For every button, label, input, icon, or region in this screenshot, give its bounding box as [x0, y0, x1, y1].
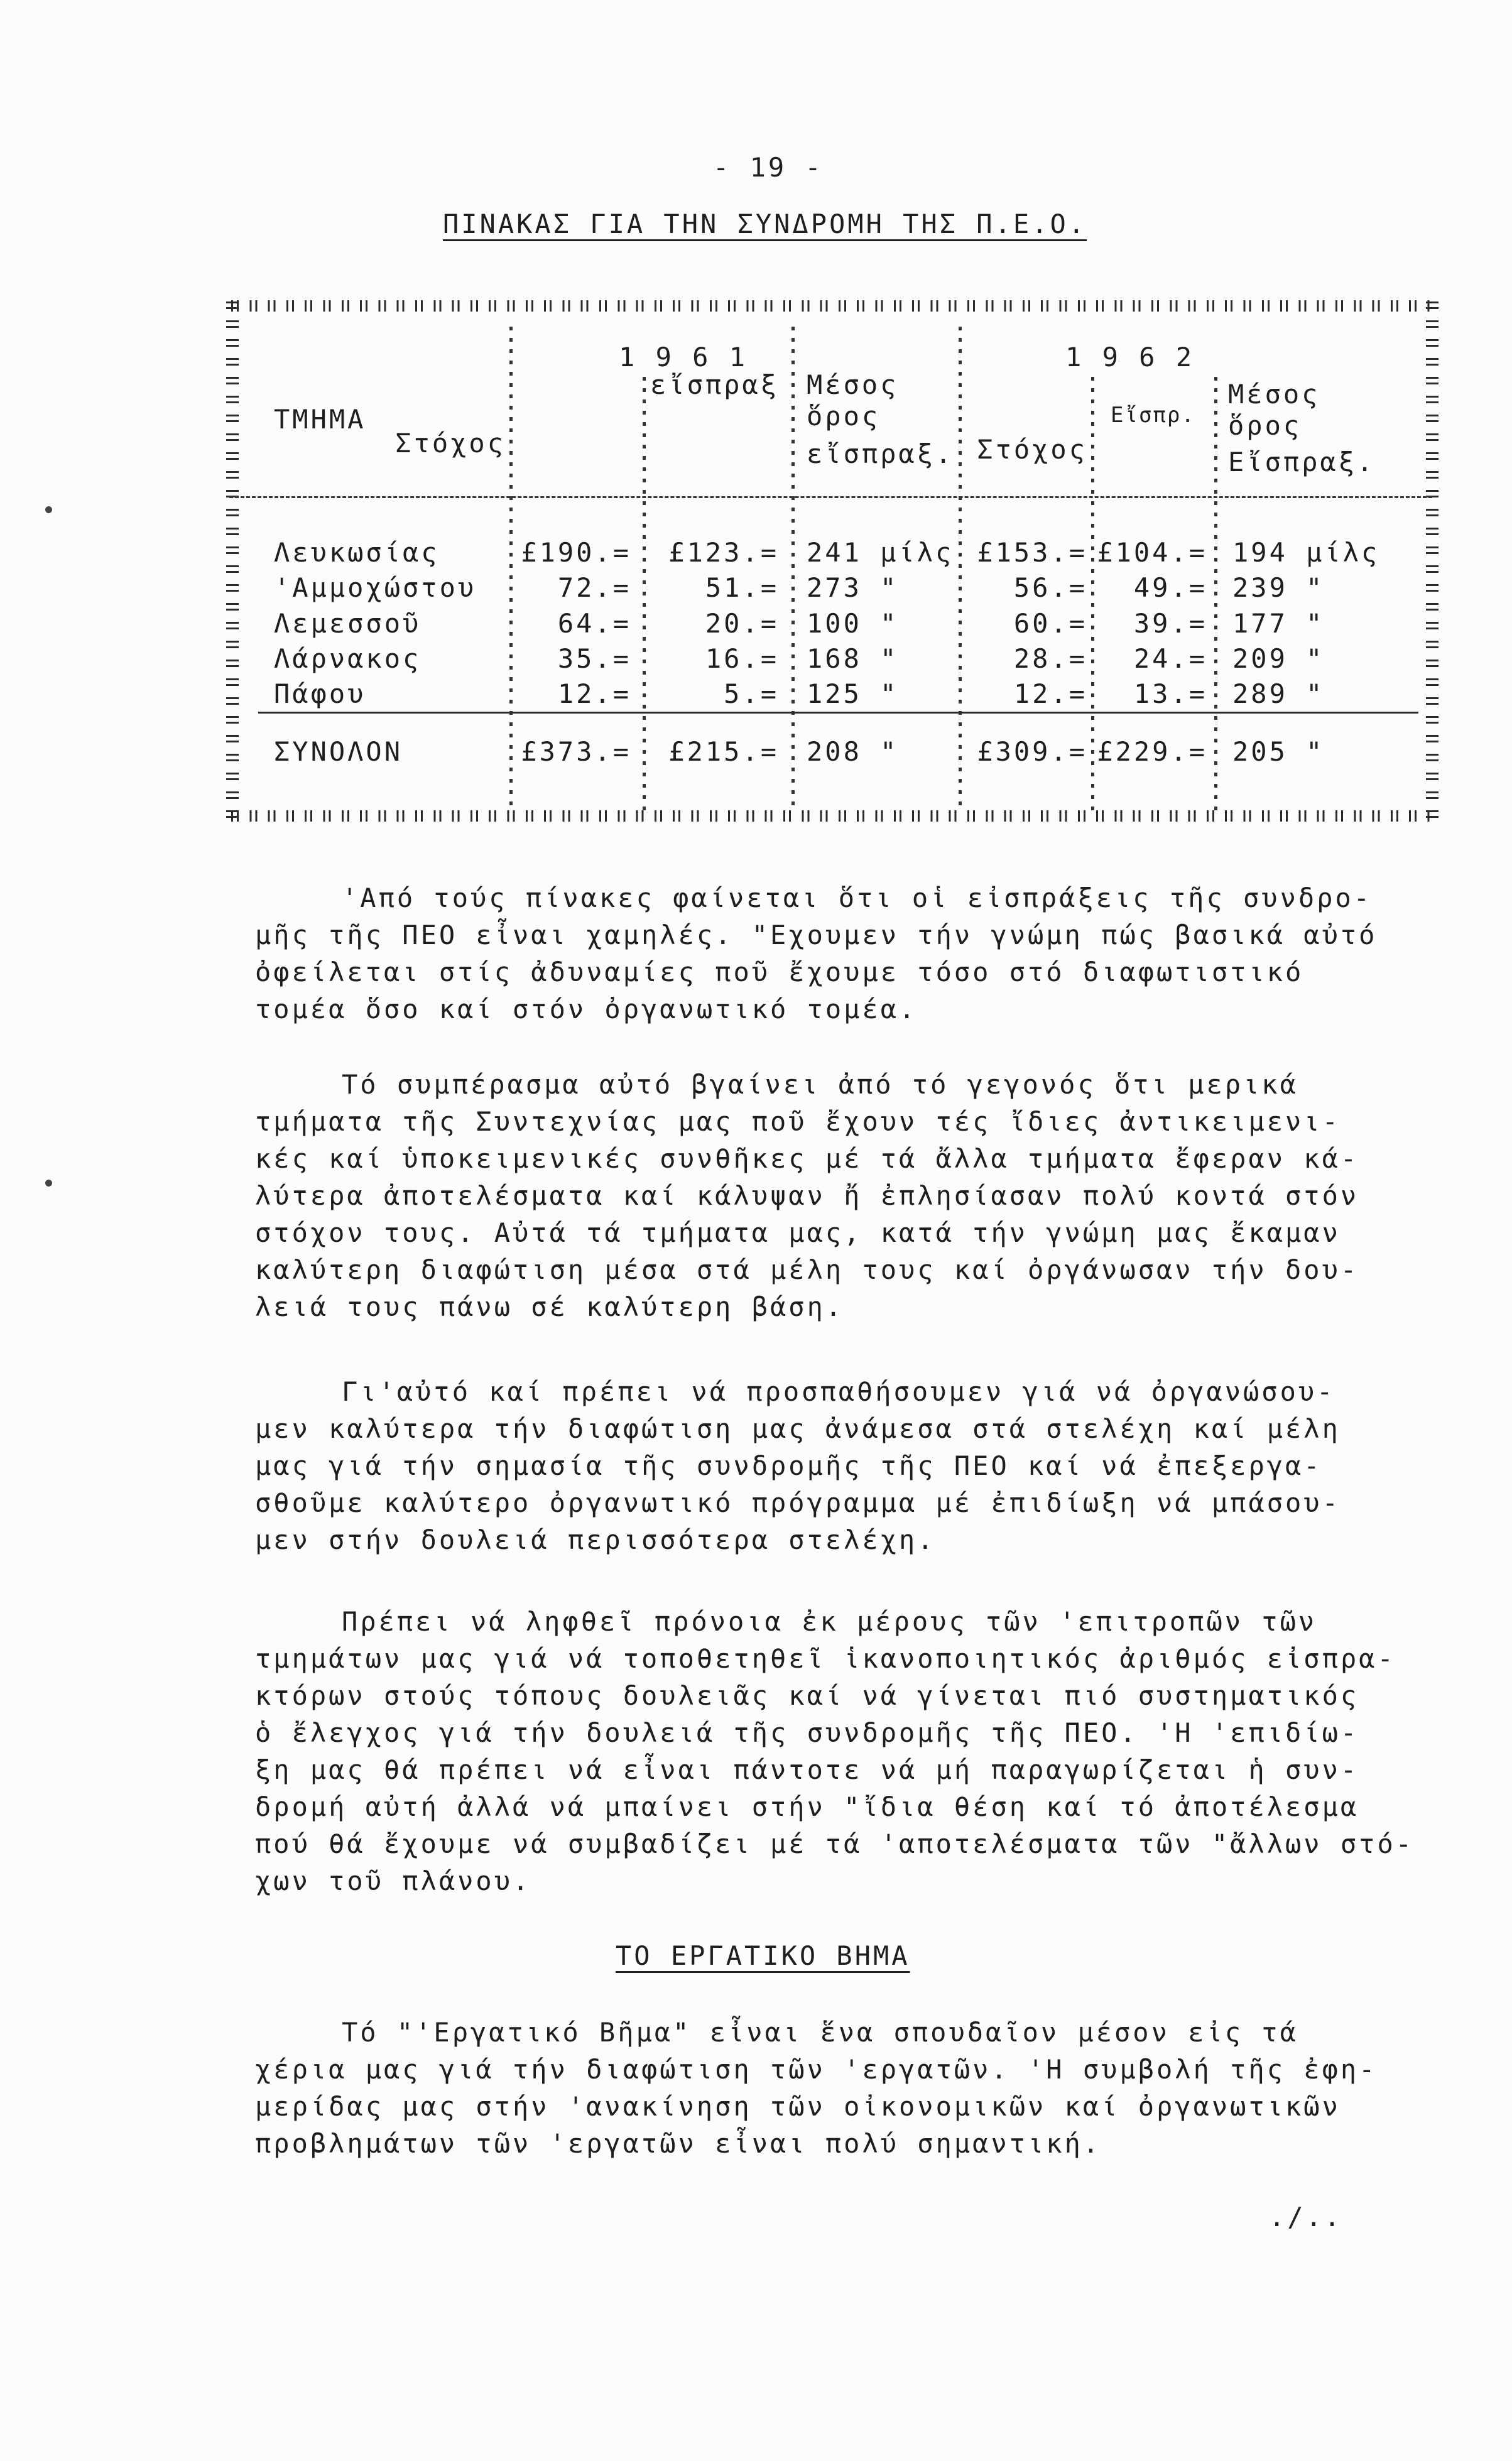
- cell-average-1961: 241 μίλς: [807, 537, 954, 568]
- text-line: προβλημάτων τῶν 'εργατῶν εἶναι πολύ σημαντική.: [255, 2128, 1102, 2159]
- text-line: Τό "'Εργατικό Βῆμα" εἶναι ἕνα σπουδαῖον μέσον εἰς τά: [342, 2017, 1298, 2048]
- cell-collected-1961: 20.=: [705, 608, 779, 639]
- cell-collected-1961: £215.=: [668, 736, 779, 767]
- table-top-border: [231, 300, 1431, 312]
- cell-department: Πάφου: [274, 678, 366, 709]
- text-line: τομέα ὅσο καί στόν ὀργανωτικό τομέα.: [255, 994, 918, 1024]
- text-line: δρομή αὐτή ἀλλά νά μπαίνει στήν "ἴδια θέση καί τό ἀποτέλεσμα: [255, 1791, 1359, 1822]
- text-line: τμήματα τῆς Συντεχνίας μας ποῦ ἔχουν τές ἴδιες ἀντικειμενι-: [255, 1106, 1341, 1137]
- cell-target-1961: 64.=: [557, 608, 631, 639]
- cell-target-1961: £190.=: [521, 537, 631, 568]
- cell-collected-1961: 5.=: [724, 678, 779, 709]
- paragraph: [255, 1603, 1414, 1899]
- text-line: 'Από τούς πίνακες φαίνεται ὅτι οἱ εἰσπράξεις τῆς συνδρο-: [342, 883, 1373, 913]
- header-average-1961-line3: εἴσπραξ.: [807, 438, 954, 469]
- table-row: [0, 643, 1512, 675]
- cell-average-1962: 205 ": [1232, 736, 1325, 767]
- text-line: στόχον τους. Αὐτά τά τμήματα μας, κατά τήν γνώμη μας ἔκαμαν: [255, 1217, 1341, 1248]
- cell-collected-1962: 39.=: [1133, 608, 1207, 639]
- cell-average-1962: 177 ": [1232, 608, 1325, 639]
- cell-average-1962: 194 μίλς: [1232, 537, 1380, 568]
- table-bottom-border: [231, 810, 1431, 822]
- cell-collected-1962: 24.=: [1133, 643, 1207, 674]
- text-line: κτόρων στούς τόπους δουλειᾶς καί νά γίνεται πιό συστηματικός: [255, 1680, 1359, 1711]
- cell-target-1961: 12.=: [557, 678, 631, 709]
- text-line: χέρια μας γιά τήν διαφώτιση τῶν 'εργατῶν. 'Η συμβολή τῆς ἐφη-: [255, 2054, 1378, 2085]
- text-line: τμημάτων μας γιά νά τοποθετηθεῖ ἱκανοποιητικός ἀριθμός εἰσπρα-: [255, 1643, 1396, 1674]
- header-department: ΤΜΗΜΑ: [274, 404, 366, 435]
- text-line: κές καί ὑποκειμενικές συνθῆκες μέ τά ἄλλα τμήματα ἔφεραν κά-: [255, 1143, 1359, 1174]
- cell-department: 'Αμμοχώστου: [274, 572, 477, 603]
- cell-collected-1962: £229.=: [1097, 736, 1207, 767]
- header-year-1961: 1 9 6 1: [619, 342, 748, 372]
- text-line: λειά τους πάνω σέ καλύτερη βάση.: [255, 1291, 844, 1322]
- header-collected-1961: εἴσπραξ: [650, 369, 780, 400]
- table-row: [0, 537, 1512, 568]
- cell-department: Λάρνακος: [274, 643, 422, 674]
- cell-target-1962: 56.=: [1013, 572, 1087, 603]
- page-title: ΠΙΝΑΚΑΣ ΓΙΑ ΤΗΝ ΣΥΝΔΡΟΜΗ ΤΗΣ Π.Ε.Ο.: [443, 209, 1087, 239]
- continuation-mark: ./..: [1269, 2202, 1343, 2232]
- text-line: χων τοῦ πλάνου.: [255, 1866, 531, 1896]
- cell-average-1961: 168 ": [807, 643, 899, 674]
- paragraph: [255, 879, 1377, 1028]
- header-average-1962-line2: ὅρος: [1228, 410, 1302, 441]
- header-collected-1962: Εἴσπρ.: [1111, 403, 1195, 428]
- text-line: καλύτερη διαφώτιση μέσα στά μέλη τους καί ὀργάνωσαν τήν δου-: [255, 1254, 1359, 1285]
- header-target-1962: Στόχος: [977, 434, 1087, 465]
- cell-department: Λευκωσίας: [274, 537, 440, 568]
- text-line: μερίδας μας στήν 'ανακίνηση τῶν οἰκονομικῶν καί ὀργανωτικῶν: [255, 2091, 1341, 2122]
- page-number: - 19 -: [713, 152, 824, 183]
- cell-average-1961: 100 ": [807, 608, 899, 639]
- cell-average-1961: 125 ": [807, 678, 899, 709]
- paragraph: [255, 1373, 1341, 1558]
- table-row: [0, 572, 1512, 604]
- text-line: Πρέπει νά ληφθεῖ πρόνοια ἐκ μέρους τῶν 'επιτροπῶν τῶν: [342, 1606, 1317, 1637]
- text-line: μῆς τῆς ΠΕΟ εἶναι χαμηλές. "Εχουμεν τήν γνώμη πώς βασικά αὐτό: [255, 920, 1378, 950]
- cell-department: ΣΥΝΟΛΟΝ: [274, 736, 403, 767]
- paragraph: [255, 2014, 1377, 2162]
- cell-target-1961: 72.=: [557, 572, 631, 603]
- text-line: πού θά ἔχουμε νά συμβαδίζει μέ τά 'αποτελέσματα τῶν "ἄλλων στό-: [255, 1828, 1415, 1859]
- cell-collected-1962: £104.=: [1097, 537, 1207, 568]
- header-average-1961-line1: Μέσος: [807, 369, 899, 400]
- cell-collected-1961: £123.=: [668, 537, 779, 568]
- cell-collected-1961: 51.=: [705, 572, 779, 603]
- cell-target-1962: £309.=: [977, 736, 1087, 767]
- text-line: λύτερα ἀποτελέσματα καί κάλυψαν ἤ ἐπλησίασαν πολύ κοντά στόν: [255, 1180, 1359, 1211]
- text-line: μεν στήν δουλειά περισσότερα στελέχη.: [255, 1524, 936, 1555]
- scan-mark: [45, 1180, 52, 1187]
- header-average-1962-line1: Μέσος: [1228, 379, 1320, 410]
- cell-target-1962: 28.=: [1013, 643, 1087, 674]
- table-total-row: [0, 736, 1512, 768]
- cell-collected-1962: 13.=: [1133, 678, 1207, 709]
- cell-collected-1961: 16.=: [705, 643, 779, 674]
- text-line: ὁ ἔλεγχος γιά τήν δουλειά τῆς συνδρομῆς τῆς ΠΕΟ. 'Η 'επιδίω-: [255, 1717, 1359, 1748]
- cell-average-1961: 208 ": [807, 736, 899, 767]
- header-average-1961-line2: ὅρος: [807, 401, 881, 432]
- text-line: ὀφείλεται στίς ἀδυναμίες ποῦ ἔχουμε τόσο στό διαφωτιστικό: [255, 957, 1304, 987]
- text-line: Γι'αὐτό καί πρέπει νά προσπαθήσουμεν γιά νά ὀργανώσου-: [342, 1376, 1335, 1407]
- cell-average-1962: 239 ": [1232, 572, 1325, 603]
- scan-mark: [45, 506, 52, 513]
- table-row: [0, 608, 1512, 639]
- cell-average-1962: 209 ": [1232, 643, 1325, 674]
- text-line: μεν καλύτερα τήν διαφώτιση μας ἀνάμεσα στά στελέχη καί μέλη: [255, 1413, 1341, 1444]
- cell-collected-1962: 49.=: [1133, 572, 1207, 603]
- text-line: σθοῦμε καλύτερο ὀργανωτικό πρόγραμμα μέ ἐπιδίωξη νά μπάσου-: [255, 1487, 1341, 1518]
- cell-average-1961: 273 ": [807, 572, 899, 603]
- cell-department: Λεμεσσοῦ: [274, 608, 422, 639]
- paragraph: [255, 1066, 1359, 1325]
- rows-underline: [258, 712, 1418, 714]
- cell-target-1962: £153.=: [977, 537, 1087, 568]
- cell-target-1961: £373.=: [521, 736, 631, 767]
- text-line: Τό συμπέρασμα αὐτό βγαίνει ἀπό τό γεγονός ὅτι μερικά: [342, 1069, 1298, 1100]
- cell-target-1962: 60.=: [1013, 608, 1087, 639]
- cell-target-1962: 12.=: [1013, 678, 1087, 709]
- header-year-1962: 1 9 6 2: [1065, 342, 1195, 372]
- cell-target-1961: 35.=: [557, 643, 631, 674]
- header-average-1962-line3: Εἴσπραξ.: [1228, 447, 1376, 477]
- cell-average-1962: 289 ": [1232, 678, 1325, 709]
- text-line: ξη μας θά πρέπει νά εἶναι πάντοτε νά μή παραγωρίζεται ἡ συν-: [255, 1754, 1359, 1785]
- section-heading: ΤΟ ΕΡΓΑΤΙΚΟ ΒΗΜΑ: [616, 1940, 910, 1971]
- header-divider: [229, 496, 1432, 498]
- text-line: μας γιά τήν σημασία τῆς συνδρομῆς τῆς ΠΕΟ καί νά ἐπεξεργα-: [255, 1450, 1322, 1481]
- header-target-1961: Στόχος: [395, 428, 506, 459]
- table-row: [0, 678, 1512, 710]
